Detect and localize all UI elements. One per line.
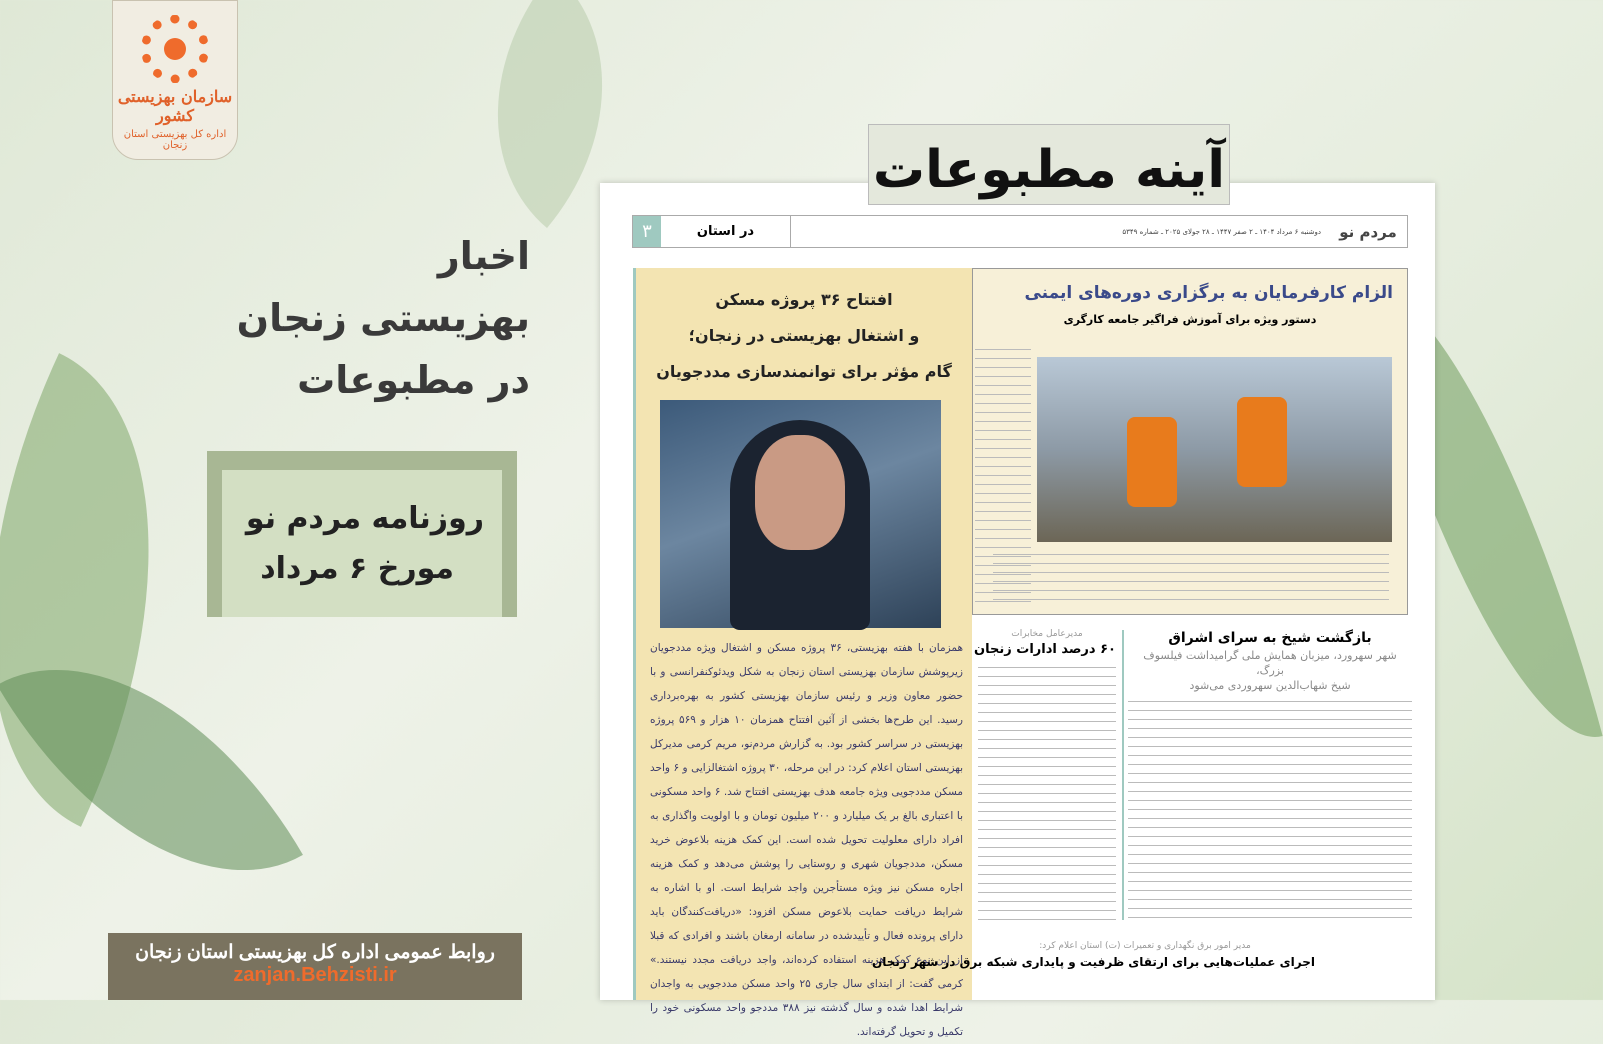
director-photo bbox=[660, 400, 941, 628]
footer-credit bbox=[108, 933, 522, 1000]
text-placeholder bbox=[993, 554, 1389, 604]
text-placeholder bbox=[975, 349, 1031, 609]
behzisti-logo bbox=[112, 0, 238, 160]
title-line: بهزیستی زنجان bbox=[236, 296, 530, 340]
masthead-title: آینه مطبوعات bbox=[868, 124, 1230, 205]
page-number: ۳ bbox=[633, 216, 661, 247]
article-2 bbox=[974, 628, 1116, 923]
page-title bbox=[200, 225, 530, 411]
text-placeholder bbox=[978, 667, 1116, 923]
article-headline: الزام کارفرمایان به برگزاری دوره‌های ایمنی bbox=[1024, 283, 1393, 303]
workers-photo bbox=[1037, 357, 1392, 542]
featured-body: همزمان با هفته بهزیستی، ۳۶ پروژه مسکن و اشتغال ویژه مددجویان زیرپوشش سازمان بهزیستی استان زنجان به شکل ویدئوکنفرانسی و با حضور معاون وزیر و رئیس سازمان بهزیستی کشور به بهره‌برداری رسید. این طرح‌ها بخشی از آئین افتتاح همزمان ۱۰ هزار و ۵۶۹ پروژه بهزیستی در سراسر کشور بود. به گزارش مردم‌نو، مریم کرمی مدیرکل بهزیستی استان اعلام کرد: در این مرحله، ۳۰ پروژه اشتغالزایی و ۶ واحد مسکن مددجویی ویژه جامعه هدف بهزیستی افتتاح شد. ۶ واحد مسکونی با اعتباری بالغ بر یک میلیارد و ۲۰۰ میلیون تومان و با اولویت واگذاری به افراد دارای معلولیت تحویل شده است. این کمک هزینه بلاعوض خرید مسکن، مددجویان شهری و روستایی را پوشش می‌دهد و کمک هزینه اجاره مسکن نیز ویژه مستأجرین واجد شرایط است. او با اشاره به شرایط دریافت حمایت بلاعوض مسکن افزود: «دریافت‌کنندگان باید دارای پرونده فعال و تأییدشده در سامانه ارمغان باشند و افرادی که قبلا از این نوع کمک هزینه استفاده کرده‌اند، واجد دریافت مجدد نیستند.» کرمی گفت: از ابتدای سال جاری ۲۵ واحد مسکن مددجویی به واجدان شرایط اهدا شده و سال گذشته نیز ۳۸۸ مددجو واحد مسکونی خود را تکمیل و تحویل گرفته‌اند. bbox=[650, 642, 964, 1038]
flower-emblem-icon bbox=[141, 15, 209, 83]
article-subheadline: شهر سهرورد، میزبان همایش ملی گرامیداشت فیلسوف بزرگ، bbox=[1143, 649, 1397, 677]
logo-text: سازمان بهزیستی کشور bbox=[117, 87, 233, 125]
article-kicker: مدیر امور برق نگهداری و تعمیرات (ت) استان اعلام کرد: bbox=[1039, 941, 1251, 951]
newspaper-logo: مردم نو bbox=[1339, 222, 1397, 241]
article-headline: اجرای عملیات‌هایی برای ارتقای ظرفیت و پایداری شبکه برق در شهر زنجان bbox=[872, 955, 1315, 969]
article-4 bbox=[872, 940, 1315, 971]
title-line: در مطبوعات bbox=[297, 358, 530, 402]
text-placeholder bbox=[1128, 701, 1412, 925]
issue-date: دوشنبه ۶ مرداد ۱۴۰۴ ـ ۲ صفر ۱۴۴۷ ـ ۲۸ جولای ۲۰۲۵ ـ شماره ۵۳۴۹ bbox=[1122, 227, 1321, 236]
article-subheadline: دستور ویژه برای آموزش فراگیر جامعه کارگری bbox=[1063, 313, 1317, 326]
section-label: در استان bbox=[661, 216, 791, 247]
article-headline: ۶۰ درصد ادارات زنجان bbox=[974, 642, 1116, 657]
article-subheadline: شیخ شهاب‌الدین سهروردی می‌شود bbox=[1189, 679, 1351, 692]
footer-url[interactable]: zanjan.Behzisti.ir bbox=[233, 964, 397, 986]
newspaper-info-box bbox=[207, 451, 517, 617]
logo-subtext: اداره کل بهزیستی استان زنجان bbox=[123, 129, 227, 151]
featured-headline: افتتاح ۳۶ پروژه مسکن bbox=[715, 290, 893, 309]
footer-org: روابط عمومی اداره کل بهزیستی استان زنجان bbox=[135, 942, 495, 963]
newspaper-header bbox=[632, 215, 1408, 248]
featured-headline: و اشتغال بهزیستی در زنجان؛ bbox=[688, 326, 920, 345]
featured-article bbox=[633, 268, 972, 1038]
top-article bbox=[972, 268, 1408, 615]
article-3 bbox=[1128, 628, 1412, 925]
newspaper-name: روزنامه مردم نو bbox=[245, 501, 484, 536]
featured-headline: گام مؤثر برای توانمندسازی مددجویان bbox=[656, 362, 952, 381]
article-kicker: مدیرعامل مخابرات bbox=[1011, 629, 1083, 639]
newspaper-date: مورخ ۶ مرداد bbox=[260, 551, 454, 586]
title-line: اخبار bbox=[437, 234, 530, 278]
article-headline: بازگشت شیخ به سرای اشراق bbox=[1168, 630, 1372, 646]
